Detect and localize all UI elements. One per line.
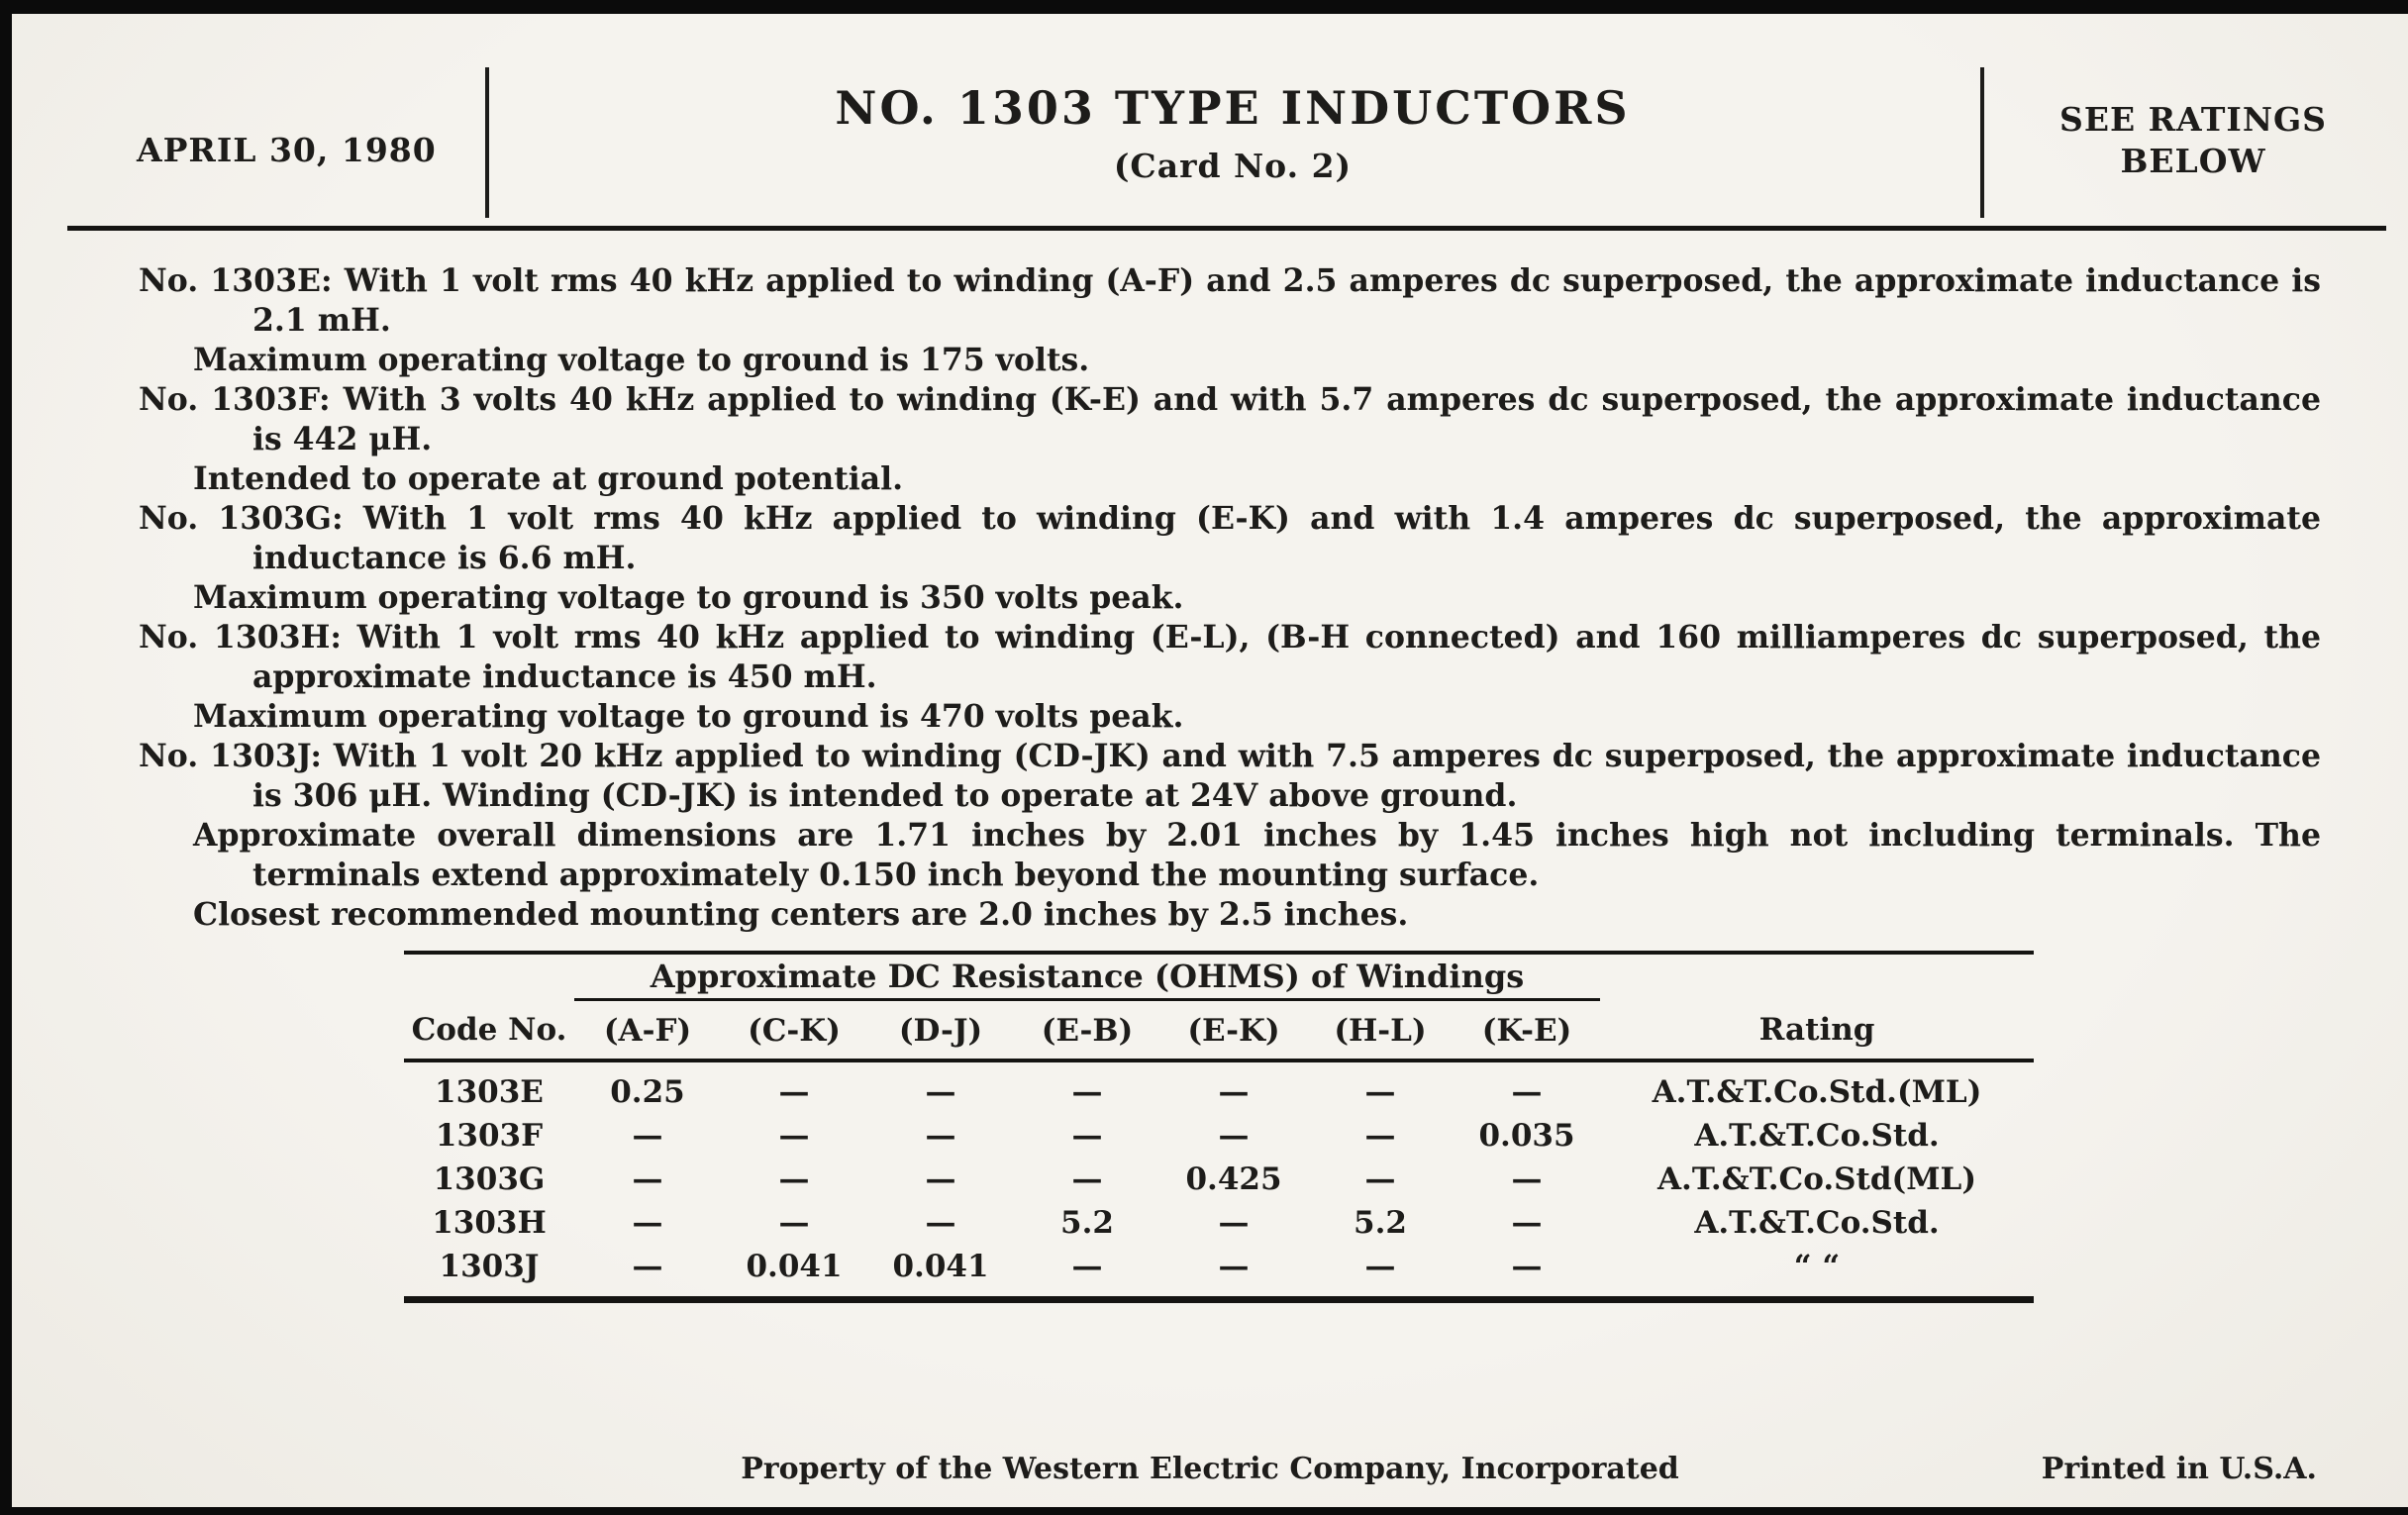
card-paper	[12, 14, 2408, 1507]
table-corner-spacer	[1600, 953, 2034, 1000]
scan-edge-left	[0, 0, 12, 1515]
table-row-1303f	[404, 1114, 2034, 1158]
resistance-cell: 0.041	[746, 1249, 843, 1284]
card-date: APRIL 30, 1980	[137, 131, 437, 169]
resistance-cell: —	[1364, 1074, 1396, 1110]
table-group-header-row	[404, 953, 2034, 1000]
scan-edge-top	[0, 0, 2408, 14]
table-column-header-row	[404, 1000, 2034, 1061]
code-cell: 1303J	[439, 1249, 540, 1284]
resistance-cell: —	[778, 1162, 810, 1197]
table-corner-spacer	[404, 953, 574, 1000]
property-footer: Property of the Western Electric Company, Incorporated	[741, 1452, 1679, 1486]
resistance-cell: 5.2	[1354, 1205, 1407, 1241]
resistance-cell: 0.25	[610, 1074, 685, 1110]
resistance-cell: —	[1364, 1249, 1396, 1284]
printed-in-usa-footer: Printed in U.S.A.	[2041, 1452, 2317, 1486]
spec-note-mounting-centers: Closest recommended mounting centers are 2.0 inches by 2.5 inches.	[193, 896, 1409, 933]
resistance-cell: —	[1218, 1249, 1250, 1284]
spec-paragraph-1303g: No. 1303G: With 1 volt rms 40 kHz applied to winding (E-K) and with 1.4 amperes dc superposed, the approximate inductance is 6.6 mH.	[139, 500, 2321, 576]
spec-text	[139, 261, 2321, 1303]
table-row-1303g	[404, 1158, 2034, 1201]
resistance-cell: —	[925, 1118, 956, 1154]
spec-note-1303h-voltage: Maximum operating voltage to ground is 470 volts peak.	[193, 698, 1184, 735]
resistance-cell: —	[632, 1118, 663, 1154]
resistance-cell: —	[778, 1074, 810, 1110]
resistance-cell: —	[1071, 1118, 1103, 1154]
card-subtitle: (Card No. 2)	[1113, 147, 1353, 185]
resistance-cell: 0.041	[892, 1249, 989, 1284]
ratings-note-line1: SEE RATINGS	[2058, 100, 2328, 139]
resistance-cell: 5.2	[1060, 1205, 1114, 1241]
resistance-cell: —	[925, 1074, 956, 1110]
column-header-hl: (H-L)	[1307, 1000, 1454, 1061]
table-group-header: Approximate DC Resistance (OHMS) of Windings	[574, 953, 1600, 1000]
card-title: NO. 1303 TYPE INDUCTORS	[835, 81, 1631, 135]
spec-note-1303e-voltage: Maximum operating voltage to ground is 175 volts.	[193, 342, 1090, 378]
card-title-block	[485, 81, 1980, 185]
resistance-cell: 0.035	[1478, 1118, 1575, 1154]
spec-paragraph-1303e: No. 1303E: With 1 volt rms 40 kHz applied to winding (A-F) and 2.5 amperes dc superposed, the approximate inductance is 2.1 mH.	[139, 262, 2321, 339]
code-cell: 1303E	[435, 1074, 544, 1110]
resistance-cell: —	[1364, 1118, 1396, 1154]
table-row-1303j	[404, 1245, 2034, 1300]
code-cell: 1303F	[435, 1118, 544, 1154]
resistance-cell: —	[925, 1162, 956, 1197]
rating-cell-ditto: “ “	[1793, 1249, 1841, 1284]
resistance-cell: —	[1511, 1205, 1543, 1241]
column-header-ek: (E-K)	[1160, 1000, 1307, 1061]
resistance-cell: —	[778, 1118, 810, 1154]
column-header-rating: Rating	[1600, 1000, 2034, 1061]
ratings-note	[1980, 99, 2406, 182]
column-header-dj: (D-J)	[867, 1000, 1014, 1061]
scan-edge-bottom	[0, 1507, 2408, 1515]
resistance-cell: —	[778, 1205, 810, 1241]
spec-note-dimensions: Approximate overall dimensions are 1.71 inches by 2.01 inches by 1.45 inches high not including terminals. The terminals extend approximately 0.150 inch beyond the mounting surface.	[193, 817, 2321, 893]
table-row-1303h	[404, 1201, 2034, 1245]
resistance-cell: —	[632, 1249, 663, 1284]
dc-resistance-table	[404, 951, 2034, 1303]
rating-cell: A.T.&T.Co.Std(ML)	[1657, 1162, 1976, 1197]
resistance-cell: 0.425	[1185, 1162, 1282, 1197]
rating-cell: A.T.&T.Co.Std.	[1694, 1118, 1940, 1154]
column-header-af: (A-F)	[574, 1000, 721, 1061]
resistance-cell: —	[925, 1205, 956, 1241]
resistance-cell: —	[1511, 1074, 1543, 1110]
spec-paragraph-1303h: No. 1303H: With 1 volt rms 40 kHz applied to winding (E-L), (B-H connected) and 160 milliamperes dc superposed, the approximate inductance is 450 mH.	[139, 619, 2321, 695]
resistance-cell: —	[1071, 1074, 1103, 1110]
resistance-cell: —	[1071, 1162, 1103, 1197]
spec-note-1303f-ground: Intended to operate at ground potential.	[193, 460, 904, 497]
code-cell: 1303G	[433, 1162, 546, 1197]
spec-paragraph-1303f: No. 1303F: With 3 volts 40 kHz applied to winding (K-E) and with 5.7 amperes dc superposed, the approximate inductance is 442 μH.	[139, 381, 2321, 457]
resistance-cell: —	[1071, 1249, 1103, 1284]
resistance-cell: —	[1218, 1074, 1250, 1110]
spec-paragraph-1303j: No. 1303J: With 1 volt 20 kHz applied to winding (CD-JK) and with 7.5 amperes dc superposed, the approximate inductance is 306 μH. Winding (CD-JK) is intended to operate at 24V above ground.	[139, 738, 2321, 814]
table-row-1303e	[404, 1060, 2034, 1114]
ratings-note-line2: BELOW	[2120, 142, 2266, 180]
resistance-cell: —	[1218, 1118, 1250, 1154]
code-cell: 1303H	[432, 1205, 547, 1241]
column-header-ke: (K-E)	[1454, 1000, 1600, 1061]
column-header-code-no: Code No.	[404, 1000, 574, 1061]
resistance-cell: —	[1511, 1249, 1543, 1284]
rating-cell: A.T.&T.Co.Std.(ML)	[1652, 1074, 1982, 1110]
column-header-ck: (C-K)	[721, 1000, 867, 1061]
rating-cell: A.T.&T.Co.Std.	[1694, 1205, 1940, 1241]
resistance-cell: —	[1511, 1162, 1543, 1197]
column-header-eb: (E-B)	[1014, 1000, 1160, 1061]
resistance-cell: —	[1218, 1205, 1250, 1241]
resistance-cell: —	[632, 1162, 663, 1197]
resistance-cell: —	[632, 1205, 663, 1241]
resistance-cell: —	[1364, 1162, 1396, 1197]
spec-note-1303g-voltage: Maximum operating voltage to ground is 350 volts peak.	[193, 579, 1184, 616]
header-rule	[67, 226, 2386, 231]
